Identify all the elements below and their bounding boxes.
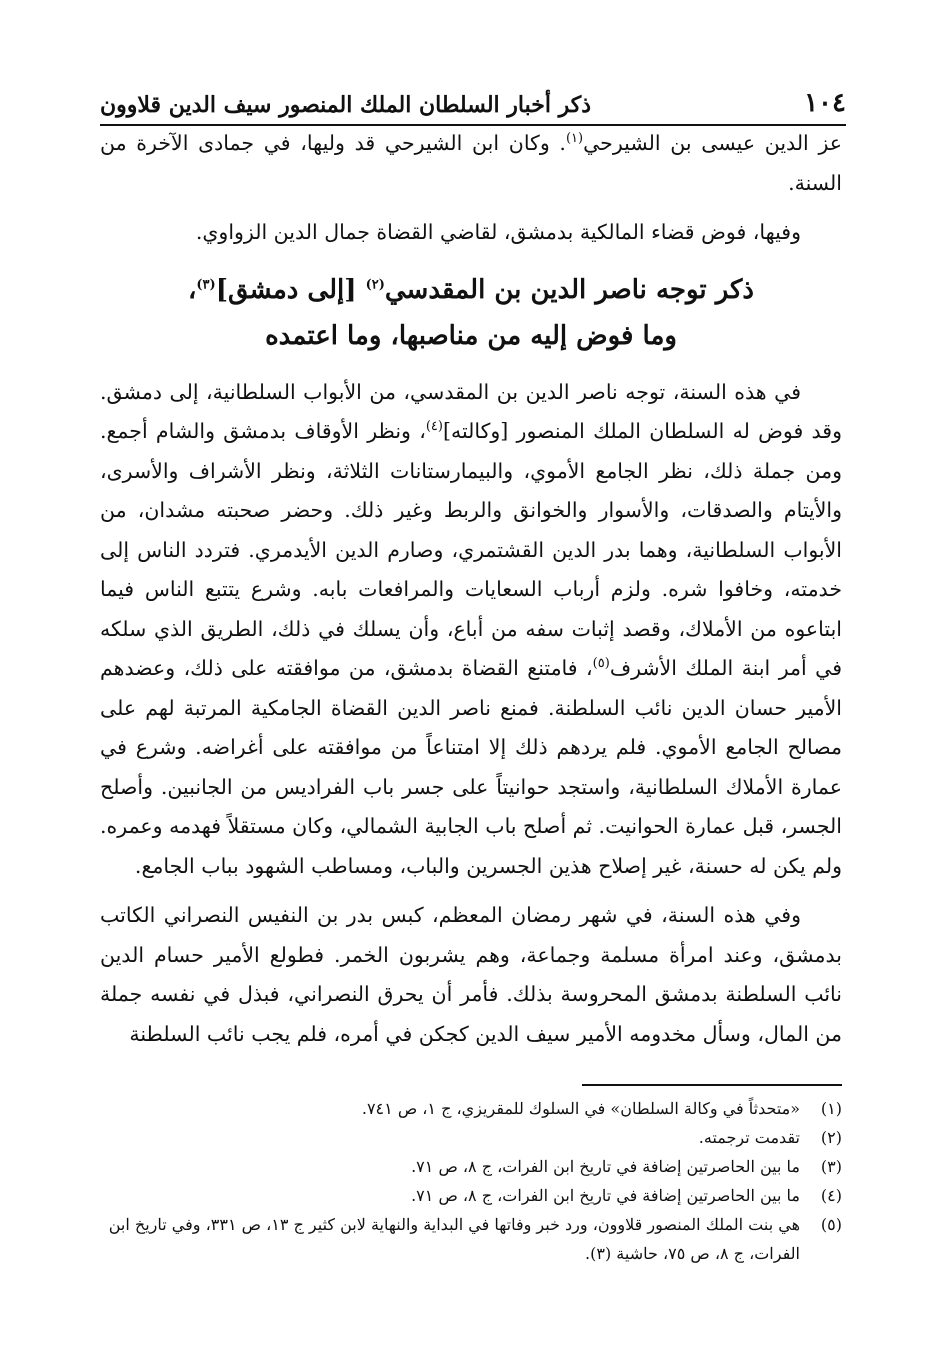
footnote-item: (٣) ما بين الحاصرتين إضافة في تاريخ ابن الفرات، ج ٨، ص ٧١. xyxy=(411,1157,842,1176)
footnote-ref-4: (٤) xyxy=(425,419,443,435)
paragraph-4: وفي هذه السنة، في شهر رمضان المعظم، كبس بدر بن النفيس النصراني الكاتب بدمشق، وعند امرأة مسلمة وجماعة، وهم يشربون الخمر. فطولع الأمير حسام الدين نائب السلطنة بدمشق المحروسة بذلك. فأمر أن يحرق النصراني، فبذل في نفسه جملة من المال، وسأل مخدومه الأمير سيف الدين كجكن في أمره، فلم يجب نائب السلطنة xyxy=(100,903,842,1046)
footnote-item: (٢) تقدمت ترجمته. xyxy=(698,1128,842,1147)
footnote-ref-5: (٥) xyxy=(592,656,610,672)
main-text xyxy=(100,124,842,1054)
footnotes xyxy=(96,1094,842,1268)
footnote-ref-3: (٣) xyxy=(196,276,216,292)
paragraph-2: وفيها، فوض قضاء المالكية بدمشق، لقاضي القضاة جمال الدين الزواوي. xyxy=(195,220,801,244)
footnote-ref-2: (٢) xyxy=(365,276,385,292)
footnote-divider xyxy=(582,1084,842,1086)
footnote-item: (١) «متحدثاً في وكالة السلطان» في السلوك للمقريزي، ج ١، ص ٧٤١. xyxy=(361,1099,842,1118)
running-title: ذكر أخبار السلطان الملك المنصور سيف الدين قلاوون xyxy=(100,92,592,118)
footnote-item: (٥) هي بنت الملك المنصور قلاوون، ورد خبر وفاتها في البداية والنهاية لابن كثير ج ١٣، ص ٣٣١، وفي تاريخ ابن الفرات، ج ٨، ص ٧٥، حاشية (٣). xyxy=(108,1215,842,1263)
section-heading: ذكر توجه ناصر الدين بن المقدسي$^{(٢)}$ [إلى دمشق]$^{(٣)}$، وما فوض إليه من مناصبها، وما اعتمده xyxy=(187,274,754,351)
paragraph-1: عز الدين عيسى بن الشيرحي$^{(١)}$. وكان ابن الشيرحي قد وليها، في جمادى الآخرة من السنة. xyxy=(100,131,842,195)
page-header xyxy=(100,78,846,126)
paragraph-3: في هذه السنة، توجه ناصر الدين بن المقدسي، من الأبواب السلطانية، إلى دمشق. وقد فوض له السلطان الملك المنصور [وكالته]$^{(٤)}$، ونظر الأوقاف بدمشق والشام أجمع. ومن جملة ذلك، نظر الجامع الأموي، والبيمارستانات الثلاثة، ونظر الأشراف والأسرى، والأيتام والصدقات، والأسوار والخوانق والربط وغير ذلك. وحضر صحبته مشدان، من الأبواب السلطانية، وهما بدر الدين القشتمري، وصارم الدين الأيدمري. فتردد الناس إلى خدمته، وخافوا شره. ولزم أرباب السعايات والمرافعات بابه. وشرع يتتبع الناس فيما ابتاعوه من الأملاك، وقصد إثبات سفه من أباع، وأن يسلك في ذلك، الطريق الذي سلكه في أمر ابنة الملك الأشرف$^{(٥)}$، فامتنع القضاة بدمشق، من موافقته على ذلك، وعضدهم الأمير حسان الدين نائب السلطنة. فمنع ناصر الدين القضاة الجامكية المرتبة لهم على مصالح الجامع الأموي. فلم يردهم ذلك إلا امتناعاً من موافقته على أغراضه. وشرع في عمارة الأملاك السلطانية، واستجد حوانيتاً على جسر باب الفراديس من الجانبين. وأصلح الجسر، قبل عمارة الحوانيت. ثم أصلح باب الجابية الشمالي، وكان مستقلاً فهدمه وعمره. ولم يكن له حسنة، غير إصلاح هذين الجسرين والباب، ومساطب الشهود بباب الجامع. xyxy=(100,379,843,878)
footnote-item: (٤) ما بين الحاصرتين إضافة في تاريخ ابن الفرات، ج ٨، ص ٧١. xyxy=(411,1186,842,1205)
footnote-ref-1: (١) xyxy=(565,131,584,147)
page-number: ١٠٤ xyxy=(804,88,846,118)
